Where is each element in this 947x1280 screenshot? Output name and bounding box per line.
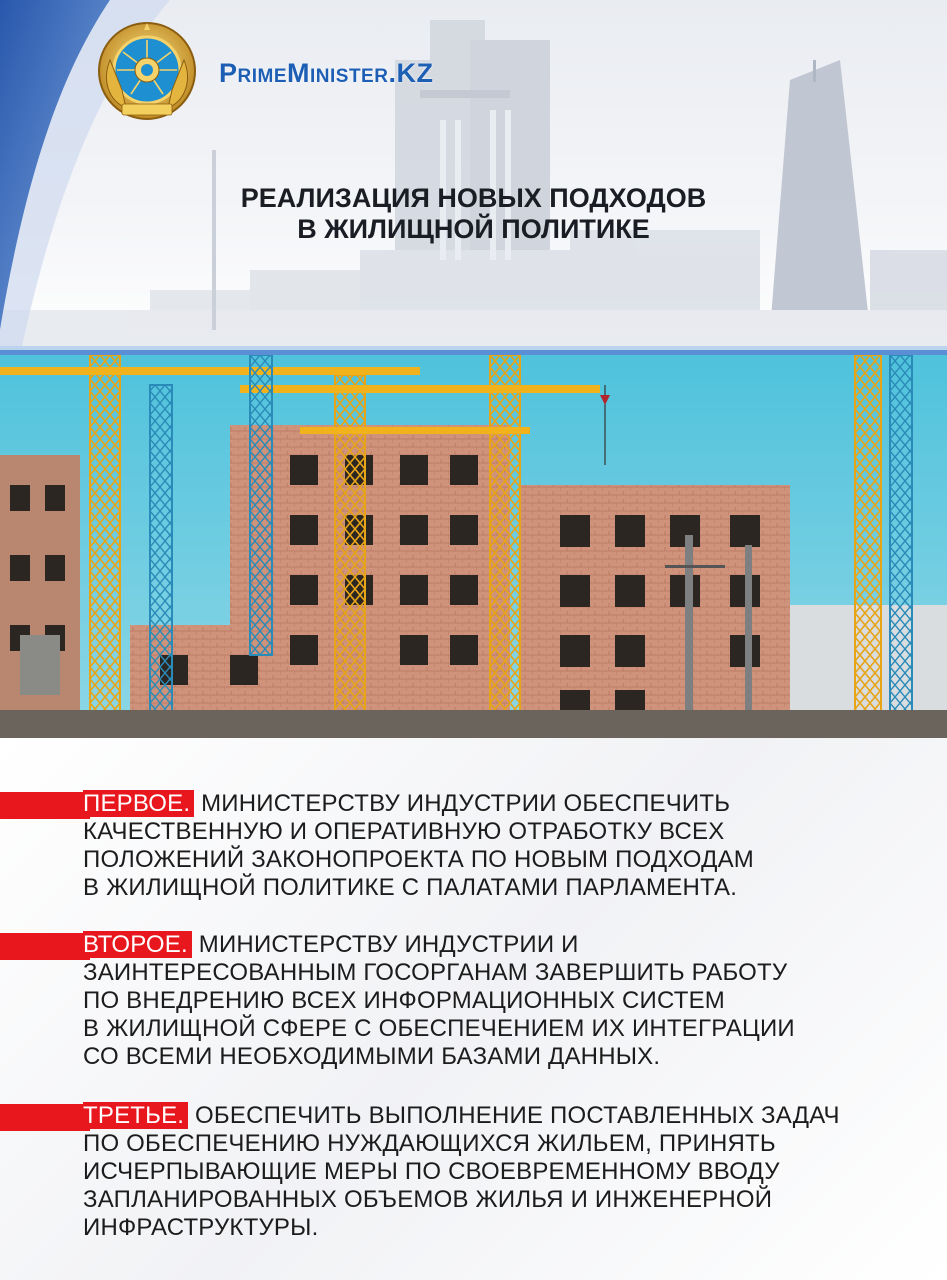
- page-title: [0, 183, 947, 245]
- item-line: ИСЧЕРПЫВАЮЩИЕ МЕРЫ ПО СВОЕВРЕМЕННОМУ ВВОДУ: [83, 1158, 780, 1185]
- item-label: ВТОРОЕ.: [83, 931, 192, 958]
- item-line: ЗАПЛАНИРОВАННЫХ ОБЪЕМОВ ЖИЛЬЯ И ИНЖЕНЕРНОЙ: [83, 1186, 773, 1213]
- page-title-line: В ЖИЛИЩНОЙ ПОЛИТИКЕ: [297, 214, 650, 244]
- item-line: СО ВСЕМИ НЕОБХОДИМЫМИ БАЗАМИ ДАННЫХ.: [83, 1043, 661, 1070]
- item-label: ПЕРВОЕ.: [83, 790, 194, 817]
- kazakhstan-state-emblem-icon: [96, 20, 198, 122]
- item-text: [83, 790, 883, 902]
- item-line: ЗАИНТЕРЕСОВАННЫМ ГОСОРГАНАМ ЗАВЕРШИТЬ РАБОТУ: [83, 959, 788, 986]
- header: [0, 0, 947, 355]
- item-line: КАЧЕСТВЕННУЮ И ОПЕРАТИВНУЮ ОТРАБОТКУ ВСЕХ: [83, 818, 725, 845]
- page-title-line: РЕАЛИЗАЦИЯ НОВЫХ ПОДХОДОВ: [240, 183, 707, 213]
- site-name: PrimeMinister.KZ: [219, 58, 434, 88]
- construction-site-photo: [0, 355, 947, 738]
- content-section: [0, 738, 947, 1280]
- item-line: ПО ВНЕДРЕНИЮ ВСЕХ ИНФОРМАЦИОННЫХ СИСТЕМ: [83, 987, 725, 1014]
- item-first-line: ОБЕСПЕЧИТЬ ВЫПОЛНЕНИЕ ПОСТАВЛЕННЫХ ЗАДАЧ: [195, 1102, 840, 1129]
- item-line: В ЖИЛИЩНОЙ ПОЛИТИКЕ С ПАЛАТАМИ ПАРЛАМЕНТА.: [83, 874, 738, 901]
- item-first-line: МИНИСТЕРСТВУ ИНДУСТРИИ И: [198, 931, 579, 958]
- item-line: ПОЛОЖЕНИЙ ЗАКОНОПРОЕКТА ПО НОВЫМ ПОДХОДАМ: [83, 846, 754, 873]
- item-line: ПО ОБЕСПЕЧЕНИЮ НУЖДАЮЩИХСЯ ЖИЛЬЕМ, ПРИНЯТЬ: [83, 1130, 776, 1157]
- item-label: ТРЕТЬЕ.: [83, 1102, 188, 1129]
- item-text: [83, 1102, 883, 1242]
- item-line: В ЖИЛИЩНОЙ СФЕРЕ С ОБЕСПЕЧЕНИЕМ ИХ ИНТЕГРАЦИИ: [83, 1015, 795, 1042]
- item-line: ИНФРАСТРУКТУРЫ.: [83, 1214, 319, 1241]
- item-text: [83, 931, 883, 1071]
- red-accent-bar: [0, 1104, 90, 1131]
- item-first-line: МИНИСТЕРСТВУ ИНДУСТРИИ ОБЕСПЕЧИТЬ: [201, 790, 731, 817]
- red-accent-bar: [0, 792, 90, 819]
- red-accent-bar: [0, 933, 90, 960]
